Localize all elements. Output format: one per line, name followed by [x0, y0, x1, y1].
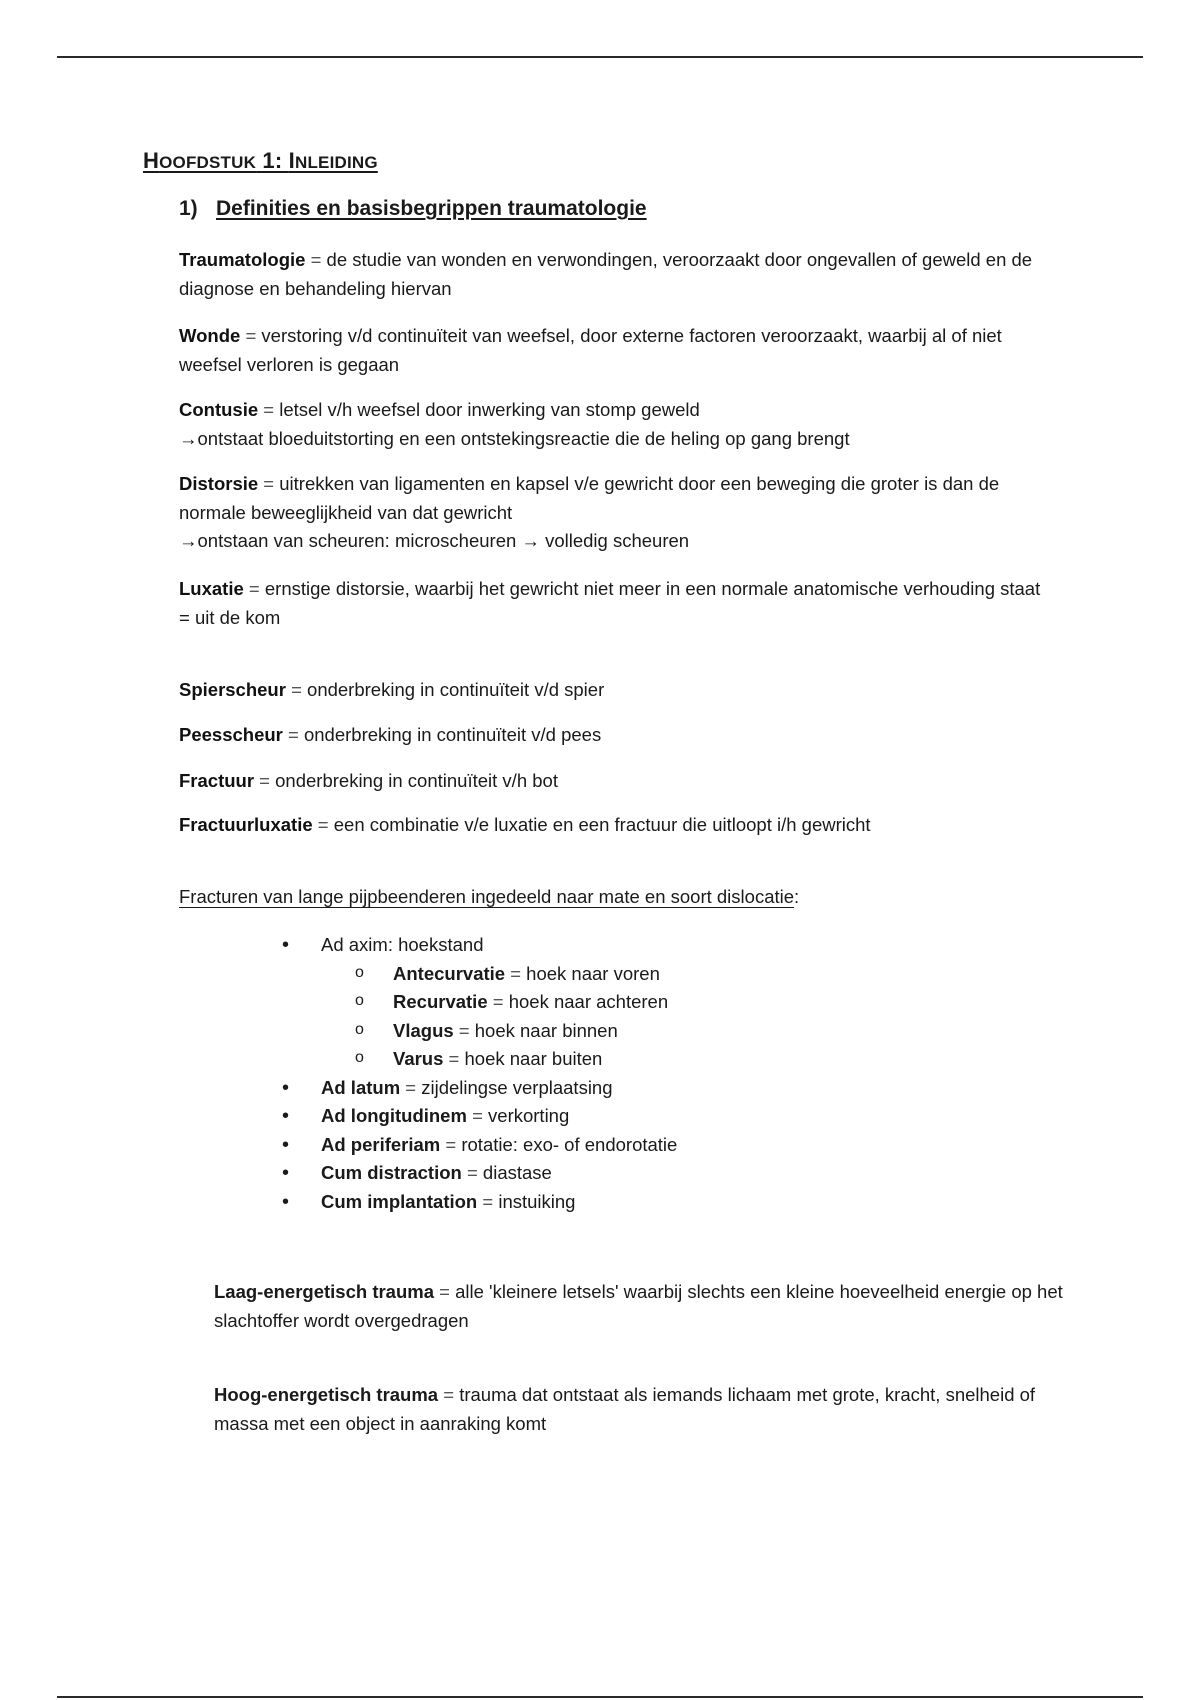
list-term: Ad longitudinem — [321, 1105, 467, 1126]
fracture-list — [282, 931, 677, 1216]
definition-extra: →ontstaat bloeduitstorting en een ontstekingsreactie die de heling op gang brengt — [179, 427, 850, 449]
fractures-heading-text: Fracturen van lange pijpbeenderen ingedeeld naar mate en soort dislocatie — [179, 886, 795, 907]
list-text: rotatie: exo- of endorotatie — [461, 1133, 678, 1155]
definition-contusie — [179, 396, 1059, 453]
definition-extra: →ontstaan van scheuren: microscheuren → volledig scheuren — [179, 530, 690, 551]
definition-sep: = — [258, 473, 280, 494]
list-item — [282, 1159, 677, 1188]
sublist-text: hoek naar buiten — [464, 1048, 603, 1069]
definition-peesscheur — [179, 721, 1059, 750]
top-rule — [57, 56, 1143, 58]
definition-sep: = — [305, 249, 327, 270]
hoekstand-sublist — [321, 960, 677, 1074]
definition-term: Contusie — [179, 399, 259, 420]
list-sep: = — [461, 1162, 483, 1183]
definition-text: uitrekken van ligamenten en kapsel v/e gewricht door een beweging die groter is dan de normale beweeglijkheid van dat gewricht — [179, 473, 1000, 523]
definition-term: Hoog-energetisch trauma — [214, 1384, 439, 1405]
list-term: Cum distraction — [321, 1162, 462, 1183]
definition-distorsie — [179, 470, 1059, 556]
definition-sep: = — [254, 770, 276, 791]
definition-hoog-energetisch-trauma — [214, 1381, 1074, 1438]
sublist-text: hoek naar achteren — [508, 991, 669, 1012]
list-item — [282, 1131, 677, 1160]
definition-spierscheur — [179, 676, 1059, 705]
definition-sep: = — [438, 1384, 460, 1405]
definition-luxatie — [179, 575, 1059, 632]
fractures-heading — [179, 886, 799, 908]
chapter-title-cap: H — [143, 148, 160, 173]
definition-traumatologie — [179, 246, 1059, 303]
list-sep: = — [400, 1076, 422, 1098]
sublist-sep: = — [505, 962, 527, 984]
list-item — [282, 1102, 677, 1131]
chapter-title — [143, 148, 378, 174]
list-sep: = — [477, 1190, 499, 1212]
definition-wonde — [179, 322, 1059, 379]
definition-text: een combinatie v/e luxatie en een fractuur die uitloopt i/h gewricht — [333, 814, 871, 835]
definition-text: trauma dat ontstaat als iemands lichaam met grote, kracht, snelheid of massa met een object in aanraking komt — [214, 1384, 1036, 1434]
definition-laag-energetisch-trauma — [214, 1278, 1074, 1335]
definition-text: onderbreking in continuïteit v/d spier — [307, 679, 605, 700]
definition-text: ernstige distorsie, waarbij het gewricht niet meer in een normale anatomische verhouding staat — [264, 578, 1041, 599]
sublist-item — [355, 988, 677, 1017]
definition-sep: = — [258, 399, 280, 420]
definition-text: letsel v/h weefsel door inwerking van stomp geweld — [279, 399, 700, 420]
list-item — [282, 1188, 677, 1217]
definition-sep: = — [312, 814, 334, 835]
definition-text: onderbreking in continuïteit v/h bot — [275, 770, 558, 791]
list-sep: = — [466, 1105, 489, 1126]
definition-sep: = — [282, 724, 304, 745]
definition-term: Traumatologie — [179, 249, 306, 270]
list-text: verkorting — [488, 1105, 570, 1126]
sublist-sep: = — [443, 1048, 465, 1069]
definition-fractuur — [179, 767, 1059, 796]
definition-sep: = — [243, 578, 265, 599]
sublist-sep: = — [453, 1019, 475, 1041]
sublist-term: Vlagus — [393, 1019, 454, 1041]
definition-text: verstoring v/d continuïteit van weefsel, door externe factoren veroorzaakt, waarbij al of niet weefsel verloren is gegaan — [179, 325, 1002, 375]
definition-text: de studie van wonden en verwondingen, veroorzaakt door ongevallen of geweld en de diagnose en behandeling hiervan — [179, 249, 1033, 299]
definition-text: alle 'kleinere letsels' waarbij slechts een kleine hoeveelheid energie op het slachtoffer wordt overgedragen — [214, 1281, 1063, 1331]
list-text: diastase — [482, 1162, 552, 1183]
chapter-title-small: OOFDSTUK — [159, 153, 257, 172]
list-term: Ad periferiam — [321, 1133, 441, 1155]
sublist-term: Recurvatie — [393, 991, 488, 1012]
list-term: Ad latum — [321, 1076, 401, 1098]
list-item — [282, 931, 677, 1074]
list-text: instuiking — [498, 1190, 576, 1212]
list-item-text: Ad axim: hoekstand — [321, 934, 484, 955]
list-term: Cum implantation — [321, 1190, 478, 1212]
definition-term: Distorsie — [179, 473, 259, 494]
definition-term: Wonde — [179, 325, 241, 346]
sublist-item — [355, 960, 677, 989]
list-sep: = — [440, 1133, 462, 1155]
definition-sep: = — [240, 325, 262, 346]
chapter-subtitle-small: NLEIDING — [294, 153, 378, 172]
chapter-number: 1: — [256, 148, 289, 173]
definition-term: Luxatie — [179, 578, 244, 599]
sublist-item — [355, 1045, 677, 1074]
sublist-text: hoek naar voren — [526, 962, 660, 984]
definition-term: Fractuurluxatie — [179, 814, 313, 835]
definition-extra: = uit de kom — [179, 606, 281, 628]
sublist-item — [355, 1017, 677, 1046]
chapter-subtitle-cap: I — [288, 148, 295, 173]
sublist-sep: = — [487, 991, 509, 1012]
list-text: zijdelingse verplaatsing — [421, 1076, 613, 1098]
definition-text: onderbreking in continuïteit v/d pees — [303, 724, 602, 745]
definition-sep: = — [285, 679, 308, 700]
definition-fractuurluxatie — [179, 811, 1059, 840]
section-number: 1) — [179, 197, 198, 220]
list-item — [282, 1074, 677, 1103]
definition-term: Spierscheur — [179, 679, 286, 700]
sublist-term: Antecurvatie — [393, 962, 506, 984]
section-heading — [179, 197, 647, 221]
sublist-term: Varus — [393, 1048, 444, 1069]
definition-term: Peesscheur — [179, 724, 283, 745]
fractures-heading-colon: : — [794, 886, 800, 907]
sublist-text: hoek naar binnen — [474, 1019, 618, 1041]
bottom-rule — [57, 1696, 1143, 1698]
definition-term: Laag-energetisch trauma — [214, 1281, 435, 1302]
definition-sep: = — [434, 1281, 456, 1302]
definition-term: Fractuur — [179, 770, 255, 791]
section-title: Definities en basisbegrippen traumatologie — [216, 197, 647, 220]
